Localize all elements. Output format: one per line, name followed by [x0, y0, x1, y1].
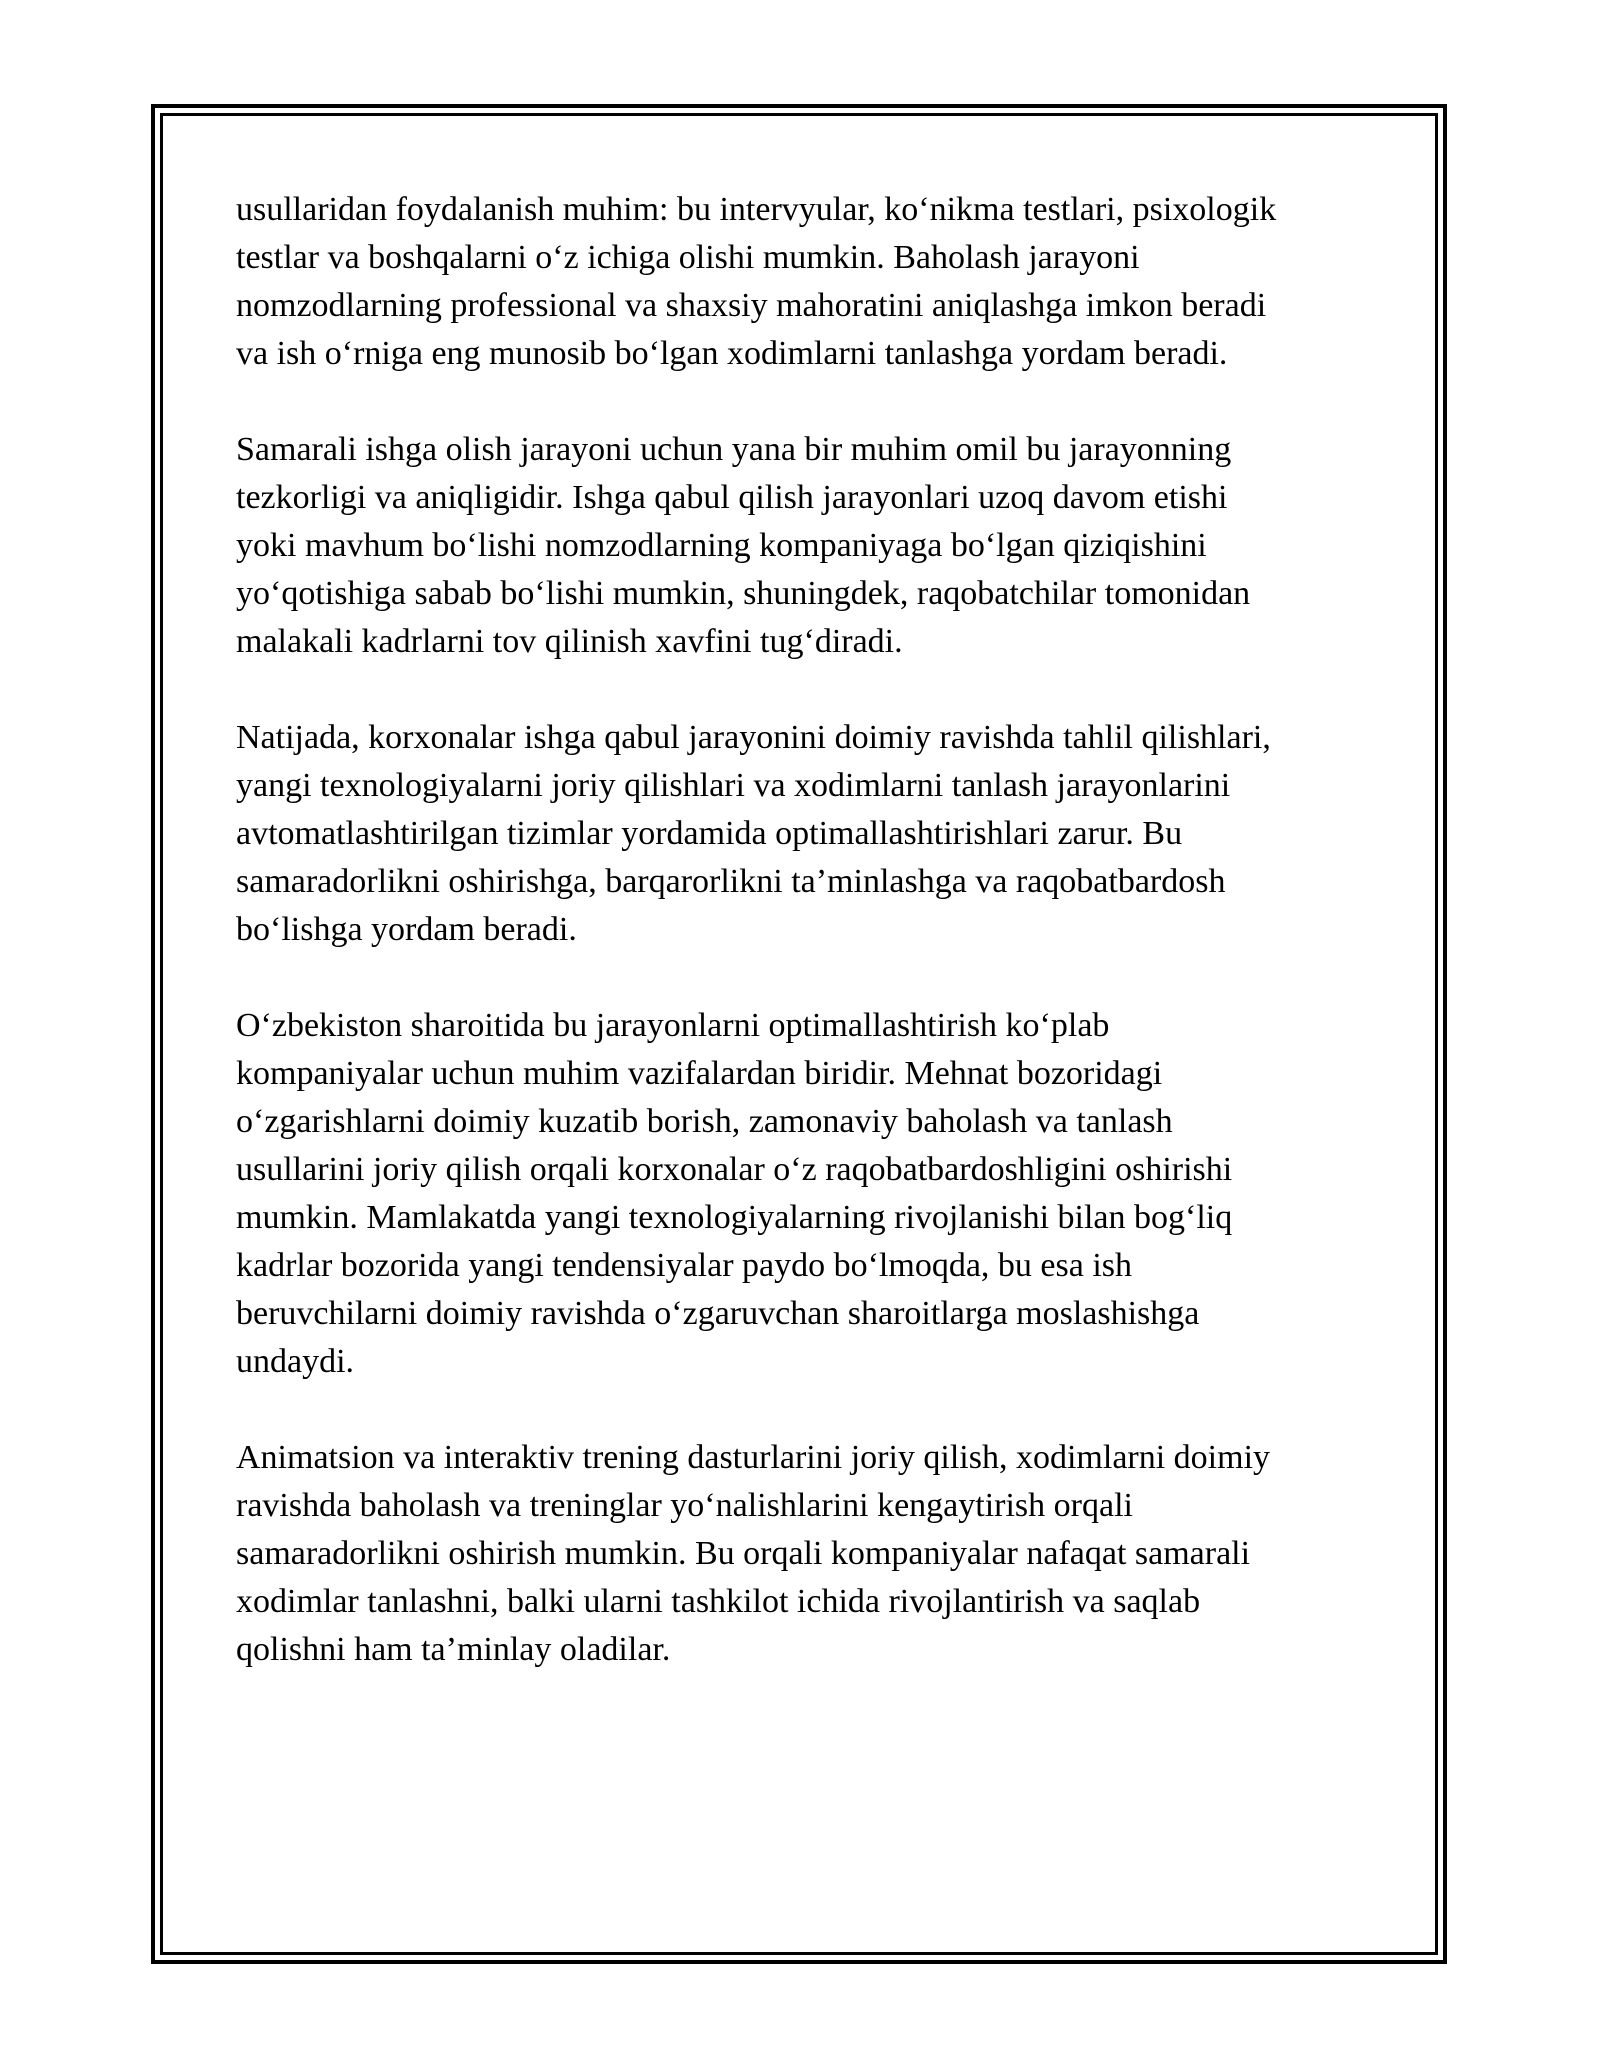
text-line: samaradorlikni oshirishga, barqarorlikni ta’minlashga va raqobatbardosh: [236, 863, 1226, 900]
text-line: avtomatlashtirilgan tizimlar yordamida optimallashtirishlari zarur. Bu: [236, 815, 1183, 852]
paragraph-5: [236, 1434, 1376, 1674]
text-line: samaradorlikni oshirish mumkin. Bu orqali kompaniyalar nafaqat samarali: [236, 1535, 1251, 1572]
text-line: malakali kadrlarni tov qilinish xavfini tug‘diradi.: [236, 623, 903, 660]
text-line: tezkorligi va aniqligidir. Ishga qabul qilish jarayonlari uzoq davom etishi: [236, 479, 1228, 516]
paragraph-3: [236, 714, 1376, 954]
text-line: qolishni ham ta’minlay oladilar.: [236, 1631, 671, 1668]
text-line: O‘zbekiston sharoitida bu jarayonlarni optimallashtirish ko‘plab: [236, 1007, 1110, 1044]
text-line: yoki mavhum bo‘lishi nomzodlarning kompaniyaga bo‘lgan qiziqishini: [236, 527, 1207, 564]
paragraph-4: [236, 1002, 1376, 1386]
paragraph-2: [236, 426, 1376, 666]
text-line: testlar va boshqalarni o‘z ichiga olishi mumkin. Baholash jarayoni: [236, 239, 1140, 276]
text-line: beruvchilarni doimiy ravishda o‘zgaruvchan sharoitlarga moslashishga: [236, 1295, 1200, 1332]
text-line: Natijada, korxonalar ishga qabul jarayonini doimiy ravishda tahlil qilishlari,: [236, 719, 1271, 756]
text-line: yangi texnologiyalarni joriy qilishlari va xodimlarni tanlash jarayonlarini: [236, 767, 1231, 804]
text-line: mumkin. Mamlakatda yangi texnologiyalarning rivojlanishi bilan bog‘liq: [236, 1199, 1233, 1236]
text-line: usullarini joriy qilish orqali korxonalar o‘z raqobatbardoshligini oshirishi: [236, 1151, 1233, 1188]
document-body: [236, 186, 1376, 1722]
text-line: va ish o‘rniga eng munosib bo‘lgan xodimlarni tanlashga yordam beradi.: [236, 335, 1228, 372]
text-line: bo‘lishga yordam beradi.: [236, 911, 577, 948]
text-line: o‘zgarishlarni doimiy kuzatib borish, zamonaviy baholash va tanlash: [236, 1103, 1173, 1140]
text-line: undaydi.: [236, 1343, 355, 1380]
text-line: yo‘qotishiga sabab bo‘lishi mumkin, shuningdek, raqobatchilar tomonidan: [236, 575, 1251, 612]
text-line: xodimlar tanlashni, balki ularni tashkilot ichida rivojlantirish va saqlab: [236, 1583, 1201, 1620]
text-line: Samarali ishga olish jarayoni uchun yana bir muhim omil bu jarayonning: [236, 431, 1232, 468]
text-line: usullaridan foydalanish muhim: bu intervyular, ko‘nikma testlari, psixologik: [236, 191, 1277, 228]
text-line: nomzodlarning professional va shaxsiy mahoratini aniqlashga imkon beradi: [236, 287, 1267, 324]
text-line: Animatsion va interaktiv trening dasturlarini joriy qilish, xodimlarni doimiy: [236, 1439, 1271, 1476]
text-line: kompaniyalar uchun muhim vazifalardan biridir. Mehnat bozoridagi: [236, 1055, 1163, 1092]
text-line: ravishda baholash va treninglar yo‘nalishlarini kengaytirish orqali: [236, 1487, 1133, 1524]
paragraph-1: [236, 186, 1376, 378]
text-line: kadrlar bozorida yangi tendensiyalar paydo bo‘lmoqda, bu esa ish: [236, 1247, 1133, 1284]
